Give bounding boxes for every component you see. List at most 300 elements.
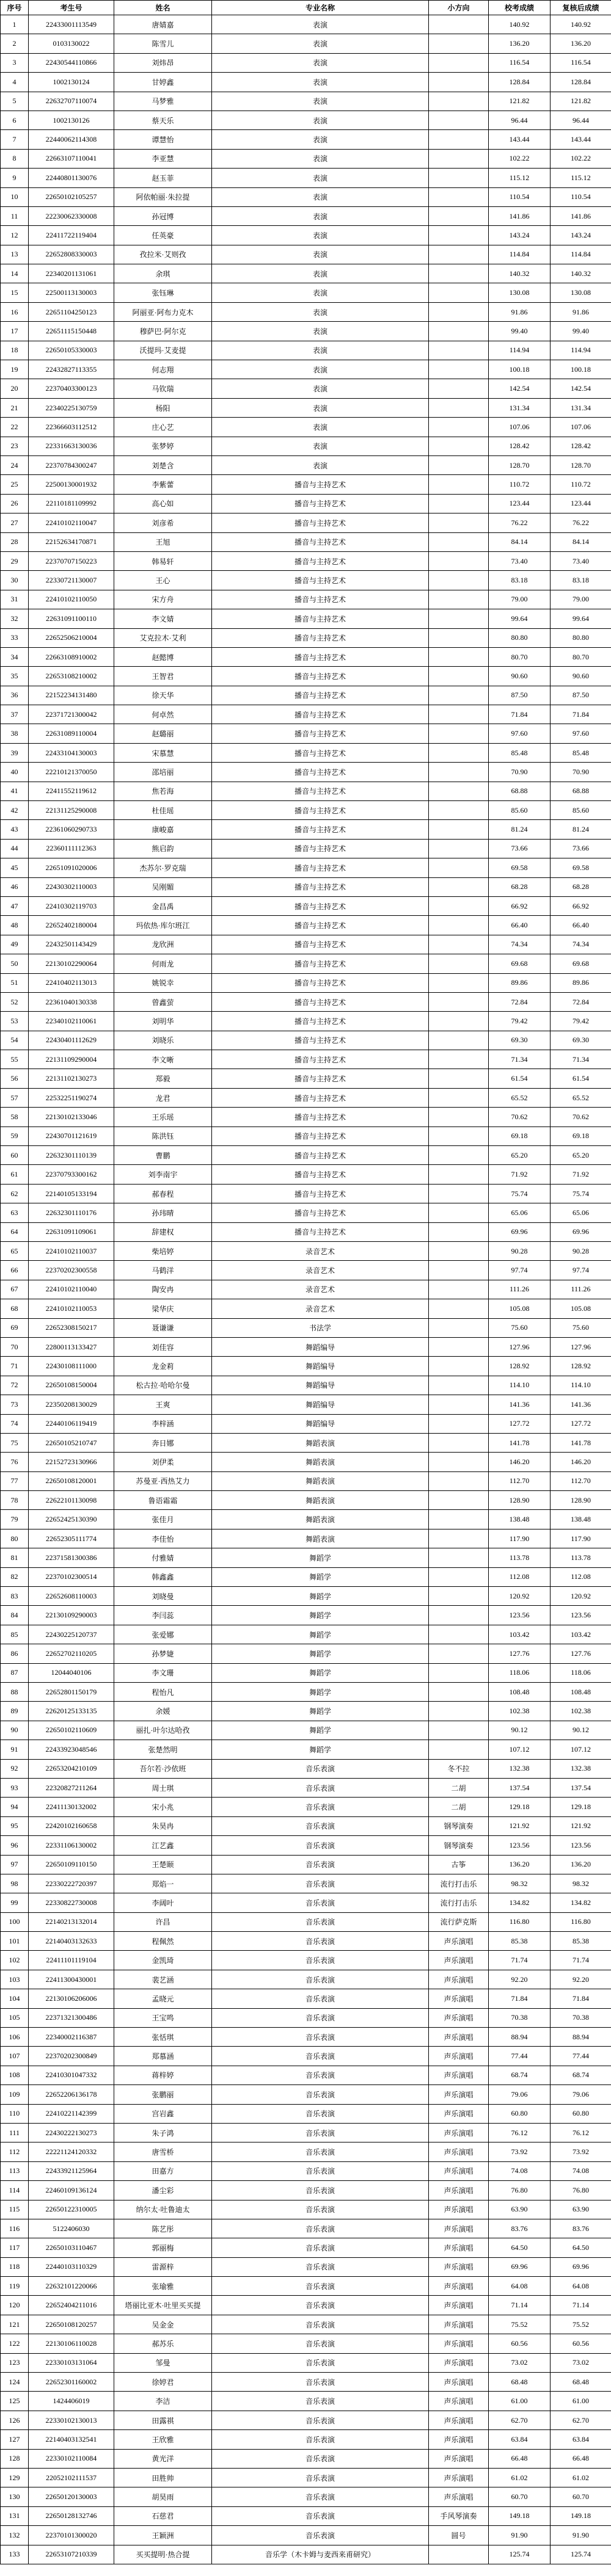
cell-candidate-number: 22652308150217 bbox=[29, 1318, 114, 1337]
cell-direction: 声乐演唱 bbox=[429, 2028, 489, 2047]
cell-major: 音乐表演 bbox=[212, 1778, 429, 1797]
cell-major: 播音与主持艺术 bbox=[212, 1050, 429, 1069]
cell-name: 金昌禹 bbox=[114, 896, 212, 915]
cell-name: 鲁语霜霜 bbox=[114, 1491, 212, 1510]
cell-index: 130 bbox=[1, 2487, 29, 2506]
cell-direction: 声乐演唱 bbox=[429, 1970, 489, 1989]
cell-exam-score: 88.94 bbox=[489, 2028, 551, 2047]
cell-exam-score: 134.82 bbox=[489, 1893, 551, 1912]
cell-exam-score: 60.70 bbox=[489, 2487, 551, 2506]
cell-direction bbox=[429, 1548, 489, 1567]
cell-major: 音乐表演 bbox=[212, 2181, 429, 2200]
cell-name: 王爽 bbox=[114, 1395, 212, 1414]
cell-major: 舞蹈表演 bbox=[212, 1529, 429, 1548]
cell-index: 17 bbox=[1, 322, 29, 341]
cell-name: 李文晰 bbox=[114, 1050, 212, 1069]
cell-candidate-number: 22370707150223 bbox=[29, 551, 114, 570]
cell-index: 61 bbox=[1, 1165, 29, 1184]
cell-reviewed-score: 87.50 bbox=[551, 686, 611, 705]
cell-candidate-number: 22370793300162 bbox=[29, 1165, 114, 1184]
cell-candidate-number: 22340225130759 bbox=[29, 398, 114, 417]
cell-major: 表演 bbox=[212, 322, 429, 341]
cell-index: 40 bbox=[1, 763, 29, 782]
cell-direction bbox=[429, 1222, 489, 1241]
cell-reviewed-score: 142.54 bbox=[551, 379, 611, 398]
cell-index: 132 bbox=[1, 2526, 29, 2545]
cell-exam-score: 90.60 bbox=[489, 667, 551, 686]
cell-exam-score: 107.06 bbox=[489, 418, 551, 437]
table-row bbox=[1, 322, 611, 341]
cell-major: 表演 bbox=[212, 437, 429, 455]
cell-name: 苏曼亚·西热艾力 bbox=[114, 1471, 212, 1490]
cell-major: 舞蹈学 bbox=[212, 1606, 429, 1625]
cell-major: 播音与主持艺术 bbox=[212, 782, 429, 800]
table-row bbox=[1, 2181, 611, 2200]
cell-direction: 声乐演唱 bbox=[429, 2277, 489, 2296]
cell-index: 109 bbox=[1, 2085, 29, 2104]
cell-name: 赵玉菲 bbox=[114, 169, 212, 187]
cell-reviewed-score: 99.40 bbox=[551, 322, 611, 341]
cell-candidate-number: 22430225120737 bbox=[29, 1625, 114, 1644]
cell-reviewed-score: 143.24 bbox=[551, 226, 611, 245]
cell-exam-score: 98.32 bbox=[489, 1874, 551, 1893]
cell-name: 谭慧怡 bbox=[114, 130, 212, 149]
cell-name: 赵懿博 bbox=[114, 647, 212, 666]
cell-index: 73 bbox=[1, 1395, 29, 1414]
cell-major: 表演 bbox=[212, 283, 429, 302]
cell-major: 播音与主持艺术 bbox=[212, 763, 429, 782]
table-row bbox=[1, 2449, 611, 2468]
table-row bbox=[1, 2430, 611, 2449]
cell-candidate-number: 22130106206006 bbox=[29, 1989, 114, 2008]
cell-index: 74 bbox=[1, 1414, 29, 1433]
cell-candidate-number: 22653204210109 bbox=[29, 1759, 114, 1778]
cell-candidate-number: 1424406019 bbox=[29, 2392, 114, 2411]
cell-major: 舞蹈学 bbox=[212, 1567, 429, 1586]
table-row bbox=[1, 2411, 611, 2429]
cell-major: 表演 bbox=[212, 111, 429, 129]
cell-reviewed-score: 83.76 bbox=[551, 2219, 611, 2238]
cell-candidate-number: 1002130124 bbox=[29, 73, 114, 92]
cell-candidate-number: 22432827113355 bbox=[29, 360, 114, 379]
cell-direction: 圆号 bbox=[429, 2526, 489, 2545]
cell-name: 丽扎·叶尔达哈孜 bbox=[114, 1721, 212, 1740]
cell-direction bbox=[429, 877, 489, 896]
cell-reviewed-score: 73.02 bbox=[551, 2353, 611, 2372]
cell-name: 雷源梓 bbox=[114, 2257, 212, 2276]
table-row bbox=[1, 2296, 611, 2315]
cell-major: 音乐表演 bbox=[212, 2066, 429, 2084]
cell-direction bbox=[429, 1376, 489, 1395]
cell-exam-score: 128.90 bbox=[489, 1491, 551, 1510]
table-row bbox=[1, 2008, 611, 2027]
cell-exam-score: 83.76 bbox=[489, 2219, 551, 2238]
cell-exam-score: 69.96 bbox=[489, 1222, 551, 1241]
cell-index: 7 bbox=[1, 130, 29, 149]
cell-candidate-number: 22360111112363 bbox=[29, 839, 114, 858]
cell-major: 表演 bbox=[212, 92, 429, 111]
cell-index: 54 bbox=[1, 1031, 29, 1050]
cell-name: 张爱娜 bbox=[114, 1625, 212, 1644]
cell-major: 播音与主持艺术 bbox=[212, 801, 429, 820]
cell-candidate-number: 22410102110037 bbox=[29, 1242, 114, 1261]
cell-reviewed-score: 71.84 bbox=[551, 1989, 611, 2008]
cell-reviewed-score: 105.08 bbox=[551, 1299, 611, 1318]
cell-exam-score: 90.12 bbox=[489, 1721, 551, 1740]
cell-exam-score: 141.78 bbox=[489, 1433, 551, 1452]
cell-reviewed-score: 76.22 bbox=[551, 513, 611, 532]
cell-major: 播音与主持艺术 bbox=[212, 647, 429, 666]
cell-direction bbox=[429, 1261, 489, 1280]
cell-index: 45 bbox=[1, 858, 29, 877]
cell-candidate-number: 22650102110609 bbox=[29, 1721, 114, 1740]
cell-direction bbox=[429, 1146, 489, 1165]
cell-exam-score: 85.60 bbox=[489, 801, 551, 820]
cell-name: 裴艺涵 bbox=[114, 1970, 212, 1989]
cell-candidate-number: 22410402113013 bbox=[29, 973, 114, 992]
cell-index: 75 bbox=[1, 1433, 29, 1452]
cell-direction bbox=[429, 1184, 489, 1203]
cell-index: 9 bbox=[1, 169, 29, 187]
cell-candidate-number: 22500130001932 bbox=[29, 475, 114, 494]
cell-major: 播音与主持艺术 bbox=[212, 1088, 429, 1107]
cell-reviewed-score: 80.80 bbox=[551, 628, 611, 647]
cell-exam-score: 71.92 bbox=[489, 1165, 551, 1184]
cell-reviewed-score: 71.34 bbox=[551, 1050, 611, 1069]
cell-index: 114 bbox=[1, 2181, 29, 2200]
cell-reviewed-score: 66.48 bbox=[551, 2449, 611, 2468]
table-row bbox=[1, 1836, 611, 1855]
cell-direction bbox=[429, 1203, 489, 1222]
cell-direction: 声乐演唱 bbox=[429, 2449, 489, 2468]
cell-direction bbox=[429, 1050, 489, 1069]
cell-name: 张楚然明 bbox=[114, 1740, 212, 1759]
cell-index: 92 bbox=[1, 1759, 29, 1778]
cell-direction bbox=[429, 1337, 489, 1356]
cell-exam-score: 132.38 bbox=[489, 1759, 551, 1778]
cell-name: 高心如 bbox=[114, 494, 212, 513]
cell-direction bbox=[429, 1357, 489, 1376]
table-row bbox=[1, 1127, 611, 1145]
table-row bbox=[1, 1108, 611, 1127]
cell-exam-score: 117.90 bbox=[489, 1529, 551, 1548]
cell-major: 播音与主持艺术 bbox=[212, 667, 429, 686]
cell-exam-score: 65.06 bbox=[489, 1203, 551, 1222]
table-row bbox=[1, 628, 611, 647]
cell-major: 表演 bbox=[212, 73, 429, 92]
cell-direction bbox=[429, 801, 489, 820]
cell-reviewed-score: 141.78 bbox=[551, 1433, 611, 1452]
cell-direction bbox=[429, 245, 489, 264]
cell-reviewed-score: 136.20 bbox=[551, 1855, 611, 1874]
cell-candidate-number: 22410302119703 bbox=[29, 896, 114, 915]
cell-index: 56 bbox=[1, 1069, 29, 1088]
cell-exam-score: 76.22 bbox=[489, 513, 551, 532]
table-row bbox=[1, 2123, 611, 2142]
cell-reviewed-score: 117.90 bbox=[551, 1529, 611, 1548]
cell-reviewed-score: 108.48 bbox=[551, 1682, 611, 1701]
cell-exam-score: 73.92 bbox=[489, 2142, 551, 2161]
cell-direction bbox=[429, 916, 489, 935]
cell-direction bbox=[429, 1567, 489, 1586]
cell-reviewed-score: 71.74 bbox=[551, 1951, 611, 1970]
cell-candidate-number: 22650109110150 bbox=[29, 1855, 114, 1874]
header-major: 专业名称 bbox=[212, 1, 429, 15]
cell-name: 熊启韵 bbox=[114, 839, 212, 858]
cell-name: 塔丽比亚木·吐里买买提 bbox=[114, 2296, 212, 2315]
cell-major: 播音与主持艺术 bbox=[212, 1184, 429, 1203]
cell-candidate-number: 22330721130007 bbox=[29, 571, 114, 590]
cell-name: 李文婧 bbox=[114, 609, 212, 628]
cell-reviewed-score: 84.14 bbox=[551, 532, 611, 551]
cell-index: 103 bbox=[1, 1970, 29, 1989]
cell-name: 宋方舟 bbox=[114, 590, 212, 609]
cell-reviewed-score: 63.90 bbox=[551, 2200, 611, 2219]
cell-exam-score: 125.74 bbox=[489, 2545, 551, 2564]
cell-reviewed-score: 130.08 bbox=[551, 283, 611, 302]
cell-reviewed-score: 97.74 bbox=[551, 1261, 611, 1280]
cell-exam-score: 85.48 bbox=[489, 743, 551, 762]
cell-direction bbox=[429, 1165, 489, 1184]
cell-name: 焦若海 bbox=[114, 782, 212, 800]
cell-exam-score: 97.74 bbox=[489, 1261, 551, 1280]
cell-candidate-number: 22340201131061 bbox=[29, 264, 114, 283]
cell-name: 田嘉方 bbox=[114, 2161, 212, 2180]
cell-name: 田胜帅 bbox=[114, 2469, 212, 2487]
cell-major: 表演 bbox=[212, 187, 429, 206]
cell-major: 表演 bbox=[212, 398, 429, 417]
cell-name: 余媛 bbox=[114, 1702, 212, 1721]
cell-direction bbox=[429, 226, 489, 245]
table-row bbox=[1, 2277, 611, 2296]
cell-direction bbox=[429, 896, 489, 915]
cell-reviewed-score: 65.20 bbox=[551, 1146, 611, 1165]
cell-reviewed-score: 121.82 bbox=[551, 92, 611, 111]
cell-exam-score: 113.78 bbox=[489, 1548, 551, 1567]
cell-reviewed-score: 107.06 bbox=[551, 418, 611, 437]
table-row bbox=[1, 647, 611, 666]
cell-exam-score: 114.84 bbox=[489, 245, 551, 264]
cell-name: 韩易轩 bbox=[114, 551, 212, 570]
cell-exam-score: 71.14 bbox=[489, 2296, 551, 2315]
cell-candidate-number: 22411101119104 bbox=[29, 1951, 114, 1970]
cell-exam-score: 80.80 bbox=[489, 628, 551, 647]
cell-candidate-number: 22410221142399 bbox=[29, 2104, 114, 2123]
cell-candidate-number: 22532251190274 bbox=[29, 1088, 114, 1107]
table-row bbox=[1, 1337, 611, 1356]
cell-name: 龙君 bbox=[114, 1088, 212, 1107]
cell-reviewed-score: 149.18 bbox=[551, 2506, 611, 2525]
cell-reviewed-score: 60.70 bbox=[551, 2487, 611, 2506]
cell-index: 123 bbox=[1, 2353, 29, 2372]
cell-index: 71 bbox=[1, 1357, 29, 1376]
cell-exam-score: 66.92 bbox=[489, 896, 551, 915]
cell-name: 许昌 bbox=[114, 1912, 212, 1931]
cell-reviewed-score: 123.56 bbox=[551, 1836, 611, 1855]
cell-reviewed-score: 120.92 bbox=[551, 1587, 611, 1606]
cell-index: 57 bbox=[1, 1088, 29, 1107]
cell-exam-score: 68.28 bbox=[489, 877, 551, 896]
cell-exam-score: 68.48 bbox=[489, 2373, 551, 2392]
cell-candidate-number: 22370202300849 bbox=[29, 2047, 114, 2066]
cell-index: 84 bbox=[1, 1606, 29, 1625]
cell-name: 庄心艺 bbox=[114, 418, 212, 437]
cell-candidate-number: 22330102130013 bbox=[29, 2411, 114, 2429]
cell-reviewed-score: 64.50 bbox=[551, 2238, 611, 2257]
cell-name: 潘尘彩 bbox=[114, 2181, 212, 2200]
cell-direction: 声乐演唱 bbox=[429, 2430, 489, 2449]
cell-reviewed-score: 121.92 bbox=[551, 1816, 611, 1835]
table-row bbox=[1, 264, 611, 283]
cell-name: 刘炜昂 bbox=[114, 53, 212, 72]
cell-candidate-number: 22460109136124 bbox=[29, 2181, 114, 2200]
cell-major: 播音与主持艺术 bbox=[212, 551, 429, 570]
cell-major: 音乐表演 bbox=[212, 2161, 429, 2180]
cell-major: 播音与主持艺术 bbox=[212, 1069, 429, 1088]
cell-exam-score: 64.08 bbox=[489, 2277, 551, 2296]
cell-name: 王乐瑶 bbox=[114, 1108, 212, 1127]
cell-direction bbox=[429, 1108, 489, 1127]
table-row bbox=[1, 1222, 611, 1241]
table-row bbox=[1, 1932, 611, 1951]
cell-name: 李紫蕾 bbox=[114, 475, 212, 494]
table-row bbox=[1, 1203, 611, 1222]
cell-name: 龙金莉 bbox=[114, 1357, 212, 1376]
cell-reviewed-score: 123.44 bbox=[551, 494, 611, 513]
cell-direction: 声乐演唱 bbox=[429, 2487, 489, 2506]
cell-index: 86 bbox=[1, 1644, 29, 1663]
cell-reviewed-score: 141.36 bbox=[551, 1395, 611, 1414]
table-row bbox=[1, 1855, 611, 1874]
cell-reviewed-score: 71.14 bbox=[551, 2296, 611, 2315]
cell-reviewed-score: 85.38 bbox=[551, 1932, 611, 1951]
cell-direction bbox=[429, 1280, 489, 1299]
cell-reviewed-score: 127.72 bbox=[551, 1414, 611, 1433]
table-row bbox=[1, 1587, 611, 1606]
cell-candidate-number: 22620125133135 bbox=[29, 1702, 114, 1721]
cell-candidate-number: 22652301160002 bbox=[29, 2373, 114, 2392]
cell-index: 29 bbox=[1, 551, 29, 570]
cell-major: 音乐表演 bbox=[212, 2085, 429, 2104]
cell-major: 音乐表演 bbox=[212, 1912, 429, 1931]
cell-index: 82 bbox=[1, 1567, 29, 1586]
cell-candidate-number: 22430401112629 bbox=[29, 1031, 114, 1050]
cell-direction bbox=[429, 1127, 489, 1145]
cell-direction bbox=[429, 1510, 489, 1529]
cell-direction bbox=[429, 15, 489, 34]
cell-candidate-number: 22650128132746 bbox=[29, 2506, 114, 2525]
cell-major: 播音与主持艺术 bbox=[212, 743, 429, 762]
cell-exam-score: 103.42 bbox=[489, 1625, 551, 1644]
cell-name: 吴刚媚 bbox=[114, 877, 212, 896]
cell-reviewed-score: 89.86 bbox=[551, 973, 611, 992]
cell-reviewed-score: 90.28 bbox=[551, 1242, 611, 1261]
cell-name: 孙玮晴 bbox=[114, 1203, 212, 1222]
table-row bbox=[1, 2373, 611, 2392]
cell-major: 音乐表演 bbox=[212, 2296, 429, 2315]
cell-name: 何卓然 bbox=[114, 705, 212, 724]
cell-index: 125 bbox=[1, 2392, 29, 2411]
cell-major: 音乐表演 bbox=[212, 2277, 429, 2296]
cell-major: 播音与主持艺术 bbox=[212, 1031, 429, 1050]
cell-exam-score: 130.08 bbox=[489, 283, 551, 302]
cell-index: 25 bbox=[1, 475, 29, 494]
cell-candidate-number: 22370403300123 bbox=[29, 379, 114, 398]
cell-direction: 声乐演唱 bbox=[429, 2296, 489, 2315]
cell-major: 播音与主持艺术 bbox=[212, 820, 429, 839]
cell-candidate-number: 22370202300558 bbox=[29, 1261, 114, 1280]
cell-direction: 声乐演唱 bbox=[429, 2008, 489, 2027]
cell-candidate-number: 22140403132633 bbox=[29, 1932, 114, 1951]
table-row bbox=[1, 379, 611, 398]
table-row bbox=[1, 1088, 611, 1107]
cell-major: 播音与主持艺术 bbox=[212, 686, 429, 705]
cell-reviewed-score: 76.80 bbox=[551, 2181, 611, 2200]
table-row bbox=[1, 187, 611, 206]
cell-name: 曹鹏 bbox=[114, 1146, 212, 1165]
cell-index: 98 bbox=[1, 1874, 29, 1893]
cell-major: 舞蹈编导 bbox=[212, 1395, 429, 1414]
cell-major: 舞蹈表演 bbox=[212, 1453, 429, 1471]
cell-exam-score: 99.40 bbox=[489, 322, 551, 341]
table-row bbox=[1, 1069, 611, 1088]
cell-major: 播音与主持艺术 bbox=[212, 896, 429, 915]
cell-candidate-number: 22130106110028 bbox=[29, 2334, 114, 2353]
cell-candidate-number: 22131109290004 bbox=[29, 1050, 114, 1069]
cell-major: 播音与主持艺术 bbox=[212, 494, 429, 513]
cell-reviewed-score: 85.48 bbox=[551, 743, 611, 762]
cell-direction: 二胡 bbox=[429, 1778, 489, 1797]
cell-direction: 声乐演唱 bbox=[429, 2315, 489, 2334]
cell-name: 刘李南宇 bbox=[114, 1165, 212, 1184]
cell-reviewed-score: 140.32 bbox=[551, 264, 611, 283]
cell-index: 107 bbox=[1, 2047, 29, 2066]
cell-reviewed-score: 107.12 bbox=[551, 1740, 611, 1759]
cell-index: 52 bbox=[1, 992, 29, 1011]
cell-major: 音乐学（木卡姆与麦西来甫研究） bbox=[212, 2545, 429, 2564]
cell-reviewed-score: 99.64 bbox=[551, 609, 611, 628]
cell-direction: 钢琴演奏 bbox=[429, 1816, 489, 1835]
cell-name: 马鹤洋 bbox=[114, 1261, 212, 1280]
cell-index: 39 bbox=[1, 743, 29, 762]
cell-reviewed-score: 68.74 bbox=[551, 2066, 611, 2084]
cell-name: 刘楚含 bbox=[114, 455, 212, 474]
cell-direction bbox=[429, 1414, 489, 1433]
table-row bbox=[1, 1280, 611, 1299]
cell-candidate-number: 22651115150448 bbox=[29, 322, 114, 341]
cell-major: 音乐表演 bbox=[212, 2219, 429, 2238]
cell-index: 33 bbox=[1, 628, 29, 647]
cell-candidate-number: 22650122310005 bbox=[29, 2200, 114, 2219]
cell-major: 播音与主持艺术 bbox=[212, 858, 429, 877]
cell-candidate-number: 12044040106 bbox=[29, 1663, 114, 1682]
cell-exam-score: 141.36 bbox=[489, 1395, 551, 1414]
cell-index: 100 bbox=[1, 1912, 29, 1931]
cell-exam-score: 84.14 bbox=[489, 532, 551, 551]
cell-candidate-number: 22440103110329 bbox=[29, 2257, 114, 2276]
cell-candidate-number: 22632301110139 bbox=[29, 1146, 114, 1165]
cell-candidate-number: 22652801150179 bbox=[29, 1682, 114, 1701]
table-row bbox=[1, 1012, 611, 1031]
cell-candidate-number: 22663108910002 bbox=[29, 647, 114, 666]
cell-exam-score: 114.94 bbox=[489, 341, 551, 360]
cell-major: 播音与主持艺术 bbox=[212, 475, 429, 494]
cell-major: 舞蹈编导 bbox=[212, 1357, 429, 1376]
cell-name: 甘婷鑫 bbox=[114, 73, 212, 92]
cell-direction bbox=[429, 743, 489, 762]
cell-direction bbox=[429, 341, 489, 360]
cell-name: 石慈君 bbox=[114, 2506, 212, 2525]
